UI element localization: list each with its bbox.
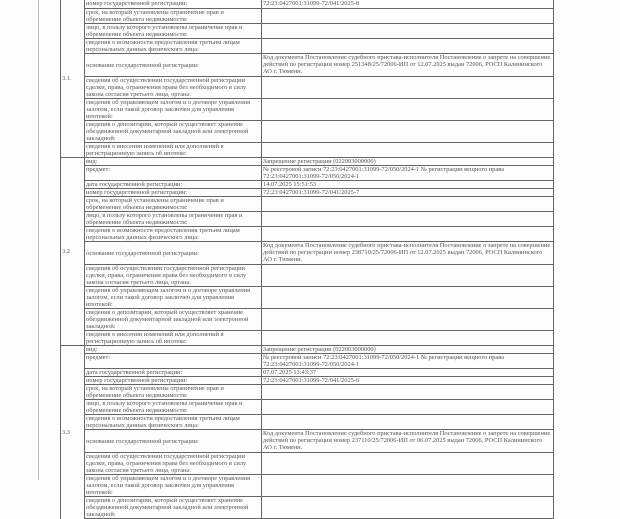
table-row	[61, 227, 554, 242]
field-label: срок, на который установлены ограничение прав и обременение объекта недвижимости:	[85, 385, 262, 400]
table-row	[61, 385, 554, 400]
table-row	[61, 181, 554, 189]
section-number: 3.1.	[61, 0, 85, 158]
field-label: лицо, в пользу которого установлены ограничение прав и обременение объекта недвижимости:	[85, 24, 262, 39]
field-value	[262, 400, 554, 415]
field-value: Запрещение регистрации (022003000000)	[262, 346, 554, 354]
field-label: сведения об управляющем залогом и о договоре управления залогом, если такой договор заключен для управления ипотекой:	[85, 99, 262, 121]
field-label: предмет:	[85, 166, 262, 181]
field-value	[262, 415, 554, 430]
table-row	[61, 415, 554, 430]
field-label: вид:	[85, 158, 262, 166]
field-label: сведения об осуществлении государственной регистрации сделки, права, ограничения права без необходимого в силу закона согласия третьего лица, органа:	[85, 77, 262, 99]
table-row	[61, 143, 554, 158]
field-label: сведения об управляющем залогом и о договоре управления залогом, если такой договор заключен для управления ипотекой:	[85, 287, 262, 309]
field-value	[262, 77, 554, 99]
table-row	[61, 475, 554, 497]
table-row	[61, 497, 554, 519]
field-value	[262, 453, 554, 475]
table-row	[61, 265, 554, 287]
table-row	[61, 166, 554, 181]
table-row	[61, 369, 554, 377]
field-label: сведения о депозитарии, который осуществляет хранение обездвиженной документарной закладной или электронной закладной:	[85, 121, 262, 143]
field-value	[262, 227, 554, 242]
field-value	[262, 143, 554, 158]
field-label: срок, на который установлены ограничение прав и обременение объекта недвижимости:	[85, 9, 262, 24]
field-label: основание государственной регистрации:	[85, 430, 262, 453]
field-value	[262, 121, 554, 143]
field-label: сведения об осуществлении государственной регистрации сделки, права, ограничения права без необходимого в силу закона согласия третьего лица, органа:	[85, 453, 262, 475]
field-value	[262, 287, 554, 309]
field-label: предмет:	[85, 354, 262, 369]
field-value	[262, 99, 554, 121]
section-number: 3.2	[61, 158, 85, 346]
field-value: Код документа Постановление судебного пристава-исполнителя Постановление о запрете на совершение действий по регистрации номер 251348/25/72006-ИП от 12.07.2025 выдан 72006, РОСП Калининского АО г. Тюмени.	[262, 54, 554, 77]
field-label: дата государственной регистрации:	[85, 181, 262, 189]
field-value	[262, 475, 554, 497]
table-row	[61, 39, 554, 54]
table-row	[61, 430, 554, 453]
field-label: сведения об управляющем залогом и о договоре управления залогом, если такой договор заключен для управления ипотекой:	[85, 475, 262, 497]
field-value: 07.07.2025 13:43:37	[262, 369, 554, 377]
table-row	[61, 24, 554, 39]
field-value: № реестровой записи 72:23:0427001:31099-72/050/2024-1 № регистрации вещного права 72:23:0427001:31099-72/050/2024-1	[262, 354, 554, 369]
table-row	[61, 197, 554, 212]
table-row	[61, 99, 554, 121]
table-row	[61, 121, 554, 143]
table-row	[61, 346, 554, 354]
field-label: сведения о депозитарии, который осуществляет хранение обездвиженной документарной закладной или электронной закладной:	[85, 497, 262, 519]
field-label: сведения о внесении изменений или дополнений в регистрационную запись об ипотеке:	[85, 143, 262, 158]
field-value: Запрещение регистрации (022003000000)	[262, 158, 554, 166]
table-row	[61, 377, 554, 385]
field-label: сведения о возможности предоставления третьим лицам персональных данных физического лица:	[85, 39, 262, 54]
field-value: 72:23:0427001:31099-72/041/2025-8	[262, 0, 554, 9]
field-value	[262, 9, 554, 24]
field-value	[262, 39, 554, 54]
table-row	[61, 287, 554, 309]
field-label: сведения об осуществлении государственной регистрации сделки, права, ограничения права без необходимого в силу закона согласия третьего лица, органа:	[85, 265, 262, 287]
table-row	[61, 331, 554, 346]
field-value	[262, 265, 554, 287]
field-value: № реестровой записи 72:23:0427001:31099-72/050/2024-1 № регистрации вещного права 72:23:0427001:31099-72/050/2024-1	[262, 166, 554, 181]
field-value	[262, 24, 554, 39]
page-edge-line	[38, 0, 39, 480]
field-label: вид:	[85, 346, 262, 354]
table-row	[61, 54, 554, 77]
section-number: 3.3	[61, 346, 85, 519]
field-label: срок, на который установлены ограничение прав и обременение объекта недвижимости:	[85, 197, 262, 212]
table-row	[61, 9, 554, 24]
field-label: номер государственной регистрации:	[85, 377, 262, 385]
field-value	[262, 212, 554, 227]
table-row	[61, 309, 554, 331]
field-value: Код документа Постановление судебного пристава-исполнителя Постановление о запрете на совершение действий по регистрации номер 237110/25/72006-ИП от 06.07.2025 выдан 72006, РОСП Калининского АО г. Тюмени.	[262, 430, 554, 453]
field-label: сведения о внесении изменений или дополнений в регистрационную запись об ипотеке:	[85, 331, 262, 346]
field-label: основание государственной регистрации:	[85, 54, 262, 77]
field-value: Код документа Постановление судебного пристава-исполнителя Постановление о запрете на совершение действий по регистрации номер 238710/25/72006-ИП от 12.07.2025 выдан 72006, РОСП Калининского АО г. Тюмени.	[262, 242, 554, 265]
field-value	[262, 309, 554, 331]
field-value: 14.07.2025 15:51:53	[262, 181, 554, 189]
table-row	[61, 354, 554, 369]
field-value: 72:23:0427001:31099-72/041/2025-6	[262, 377, 554, 385]
field-label: лицо, в пользу которого установлены ограничение прав и обременение объекта недвижимости:	[85, 212, 262, 227]
field-label: сведения о возможности предоставления третьим лицам персональных данных физического лица:	[85, 415, 262, 430]
field-value	[262, 331, 554, 346]
table-row	[61, 189, 554, 197]
table-row	[61, 242, 554, 265]
field-value	[262, 197, 554, 212]
table-row	[61, 158, 554, 166]
table-row	[61, 77, 554, 99]
field-label: основание государственной регистрации:	[85, 242, 262, 265]
table-body	[61, 0, 554, 519]
field-value: 72:23:0427001:31099-72/041/2025-7	[262, 189, 554, 197]
table-row	[61, 0, 554, 9]
table-row	[61, 453, 554, 475]
field-label: дата государственной регистрации:	[85, 369, 262, 377]
field-label: номер государственной регистрации:	[85, 0, 262, 9]
field-value	[262, 385, 554, 400]
field-value	[262, 497, 554, 519]
encumbrance-table	[60, 0, 554, 519]
table-row	[61, 212, 554, 227]
field-label: лицо, в пользу которого установлены ограничение прав и обременение объекта недвижимости:	[85, 400, 262, 415]
field-label: сведения о депозитарии, который осуществляет хранение обездвиженной документарной закладной или электронной закладной:	[85, 309, 262, 331]
field-label: номер государственной регистрации:	[85, 189, 262, 197]
table-row	[61, 400, 554, 415]
field-label: сведения о возможности предоставления третьим лицам персональных данных физического лица:	[85, 227, 262, 242]
